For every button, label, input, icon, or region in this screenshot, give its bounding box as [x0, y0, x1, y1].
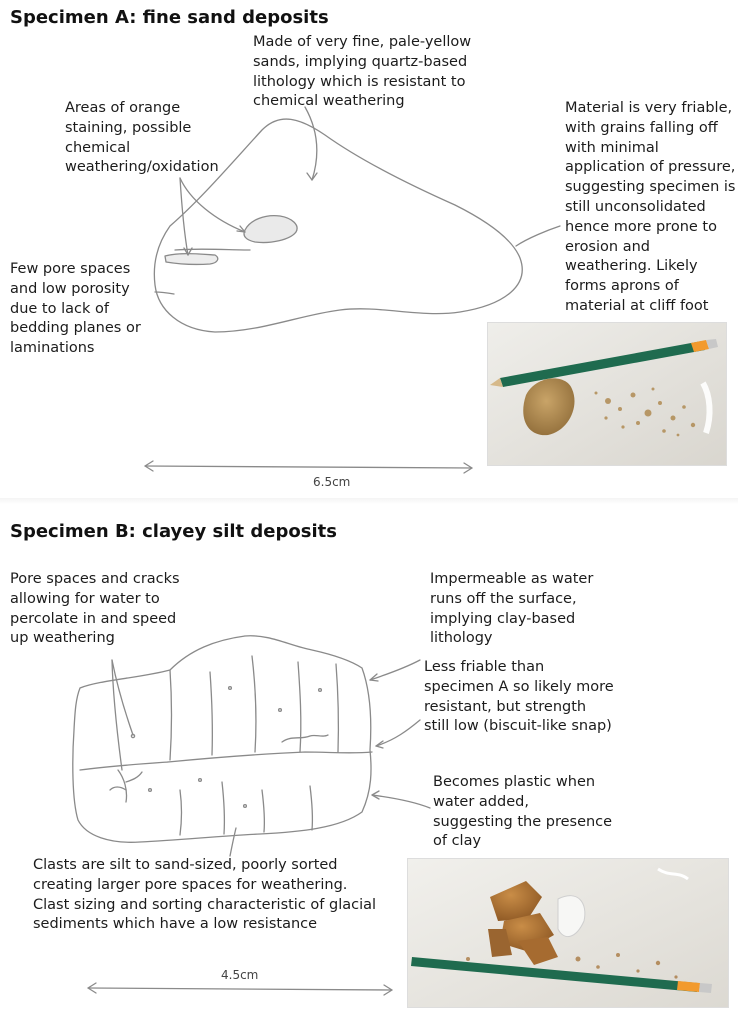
note-staining-a: Areas of orange staining, possible chemical weathering/oxidation — [65, 100, 219, 176]
leader-lithology-a — [305, 107, 317, 180]
leader-friability-a — [516, 226, 560, 246]
leader-pores-b-2 — [112, 660, 122, 770]
note-porosity-a: Few pore spaces and low porosity due to lack of bedding planes or laminations — [10, 261, 141, 357]
scale-arrow-b — [88, 988, 392, 990]
leader-porosity-a — [155, 292, 174, 294]
leader-pores-b-1 — [112, 660, 133, 735]
note-plastic-b: Becomes plastic when water added, suggesting the presence of clay — [433, 774, 613, 850]
note-clasts-b: Clasts are silt to sand-sized, poorly sorted creating larger pore spaces for weathering. Clast sizing and sorting characteristic of glacial sediments which have a low resistance — [33, 857, 377, 933]
specimen-a-sketch — [154, 119, 522, 332]
staining-band-sketch — [165, 254, 218, 265]
note-friability-a: Material is very friable, with grains falling off with minimal application of pressure, suggesting specimen is still unconsolidated hence more prone to erosion and weathering. Likely forms aprons of material at cliff foot — [565, 100, 736, 314]
specimen-a-heading: Specimen A: fine sand deposits — [10, 7, 329, 28]
scale-label-b: 4.5cm — [221, 968, 259, 982]
note-lithology-a: Made of very fine, pale-yellow sands, implying quartz-based lithology which is resistant to chemical weathering — [253, 34, 472, 110]
staining-patch-sketch — [244, 216, 297, 243]
note-pores-b: Pore spaces and cracks allowing for water to percolate in and speed up weathering — [10, 571, 180, 647]
specimen-b-heading: Specimen B: clayey silt deposits — [10, 521, 337, 542]
leader-friability-b — [376, 720, 420, 746]
scale-arrow-a — [145, 466, 472, 468]
scale-label-a: 6.5cm — [313, 475, 351, 489]
leader-impermeable-b — [370, 660, 420, 680]
note-friability-b: Less friable than specimen A so likely more resistant, but strength still low (biscuit-like snap) — [424, 659, 614, 735]
note-impermeable-b: Impermeable as water runs off the surface, implying clay-based lithology — [430, 571, 594, 647]
leader-staining-a-1 — [180, 178, 245, 232]
leader-clasts-b — [230, 828, 236, 856]
leader-plastic-b — [372, 795, 430, 808]
